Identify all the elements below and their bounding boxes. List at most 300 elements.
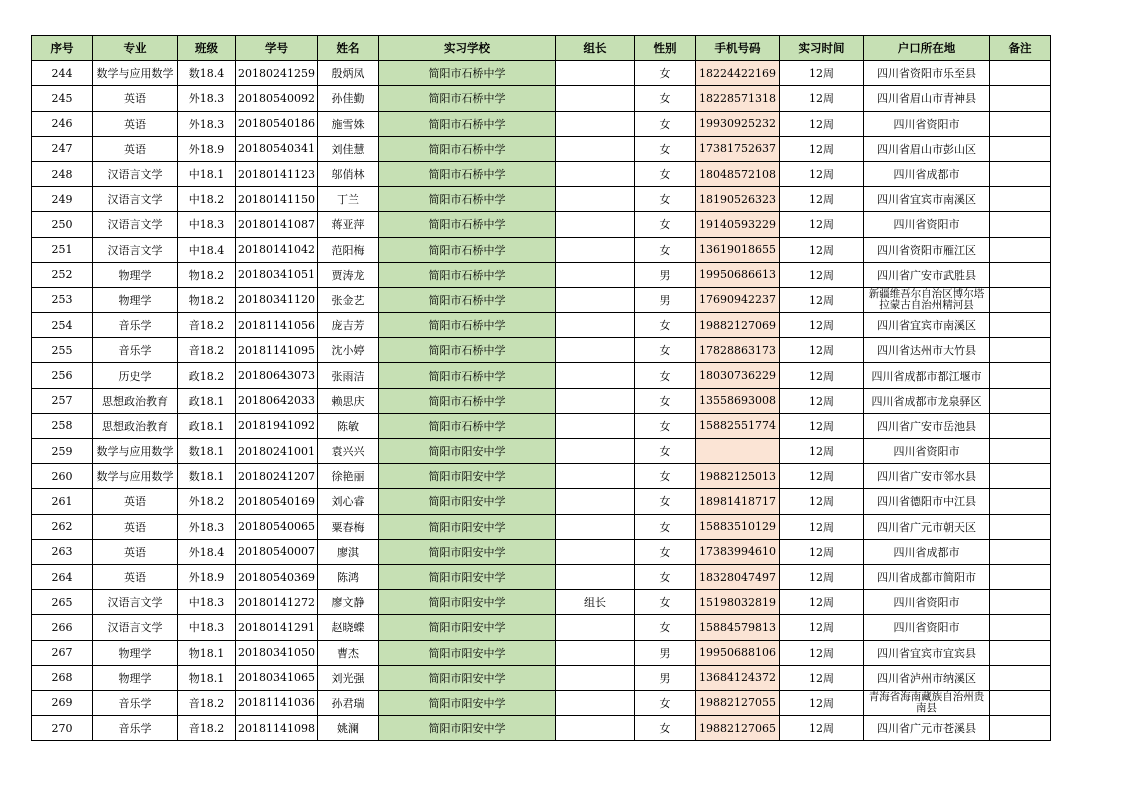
student-name-cell: 施雪姝 bbox=[317, 111, 378, 136]
duration-cell: 12周 bbox=[779, 514, 863, 539]
leader-cell bbox=[555, 489, 634, 514]
major-cell: 汉语言文学 bbox=[93, 161, 178, 186]
gender-cell: 女 bbox=[634, 338, 695, 363]
student-id-cell: 20180540169 bbox=[236, 489, 318, 514]
row-number-cell: 266 bbox=[32, 615, 93, 640]
hukou-cell: 四川省宜宾市宜宾县 bbox=[863, 640, 989, 665]
gender-cell: 男 bbox=[634, 262, 695, 287]
student-id-cell: 20180540369 bbox=[236, 564, 318, 589]
student-id-cell: 20180341065 bbox=[236, 665, 318, 690]
school-cell: 简阳市阳安中学 bbox=[378, 489, 555, 514]
column-header: 性别 bbox=[634, 36, 695, 61]
student-name-cell: 蒋亚萍 bbox=[317, 212, 378, 237]
row-number-cell: 263 bbox=[32, 539, 93, 564]
school-cell: 简阳市阳安中学 bbox=[378, 464, 555, 489]
leader-cell bbox=[555, 514, 634, 539]
class-cell: 政18.1 bbox=[178, 413, 236, 438]
column-header: 学号 bbox=[236, 36, 318, 61]
class-cell: 中18.3 bbox=[178, 615, 236, 640]
phone-cell: 18981418717 bbox=[695, 489, 779, 514]
phone-cell: 17383994610 bbox=[695, 539, 779, 564]
hukou-cell: 四川省眉山市青神县 bbox=[863, 86, 989, 111]
row-number-cell: 267 bbox=[32, 640, 93, 665]
major-cell: 英语 bbox=[93, 489, 178, 514]
row-number-cell: 257 bbox=[32, 388, 93, 413]
leader-cell bbox=[555, 539, 634, 564]
table-row bbox=[32, 161, 1051, 186]
school-cell: 简阳市石桥中学 bbox=[378, 86, 555, 111]
major-cell: 音乐学 bbox=[93, 716, 178, 741]
row-number-cell: 270 bbox=[32, 716, 93, 741]
school-cell: 简阳市石桥中学 bbox=[378, 287, 555, 312]
school-cell: 简阳市阳安中学 bbox=[378, 439, 555, 464]
table-row bbox=[32, 665, 1051, 690]
hukou-cell: 四川省资阳市 bbox=[863, 111, 989, 136]
student-name-cell: 沈小婷 bbox=[317, 338, 378, 363]
leader-cell bbox=[555, 187, 634, 212]
note-cell bbox=[989, 313, 1050, 338]
school-cell: 简阳市石桥中学 bbox=[378, 237, 555, 262]
student-name-cell: 廖文静 bbox=[317, 590, 378, 615]
table-row bbox=[32, 363, 1051, 388]
row-number-cell: 252 bbox=[32, 262, 93, 287]
leader-cell bbox=[555, 313, 634, 338]
class-cell: 中18.4 bbox=[178, 237, 236, 262]
phone-cell: 19950686613 bbox=[695, 262, 779, 287]
major-cell: 物理学 bbox=[93, 665, 178, 690]
student-id-cell: 20181141095 bbox=[236, 338, 318, 363]
gender-cell: 女 bbox=[634, 61, 695, 86]
major-cell: 历史学 bbox=[93, 363, 178, 388]
hukou-cell: 四川省广元市苍溪县 bbox=[863, 716, 989, 741]
table-row bbox=[32, 388, 1051, 413]
phone-cell: 19882127069 bbox=[695, 313, 779, 338]
student-name-cell: 孙君瑞 bbox=[317, 690, 378, 715]
phone-cell: 15198032819 bbox=[695, 590, 779, 615]
student-name-cell: 赖思庆 bbox=[317, 388, 378, 413]
note-cell bbox=[989, 413, 1050, 438]
gender-cell: 女 bbox=[634, 187, 695, 212]
major-cell: 物理学 bbox=[93, 640, 178, 665]
duration-cell: 12周 bbox=[779, 86, 863, 111]
gender-cell: 女 bbox=[634, 489, 695, 514]
student-name-cell: 邬俏林 bbox=[317, 161, 378, 186]
gender-cell: 女 bbox=[634, 716, 695, 741]
hukou-cell: 四川省资阳市雁江区 bbox=[863, 237, 989, 262]
class-cell: 政18.2 bbox=[178, 363, 236, 388]
column-header: 班级 bbox=[178, 36, 236, 61]
major-cell: 汉语言文学 bbox=[93, 590, 178, 615]
class-cell: 音18.2 bbox=[178, 313, 236, 338]
school-cell: 简阳市阳安中学 bbox=[378, 590, 555, 615]
student-name-cell: 孙佳勤 bbox=[317, 86, 378, 111]
table-row bbox=[32, 237, 1051, 262]
hukou-cell: 四川省资阳市 bbox=[863, 439, 989, 464]
major-cell: 音乐学 bbox=[93, 313, 178, 338]
duration-cell: 12周 bbox=[779, 111, 863, 136]
student-id-cell: 20180540186 bbox=[236, 111, 318, 136]
phone-cell: 17828863173 bbox=[695, 338, 779, 363]
major-cell: 英语 bbox=[93, 86, 178, 111]
leader-cell bbox=[555, 111, 634, 136]
note-cell bbox=[989, 590, 1050, 615]
student-name-cell: 陈鸿 bbox=[317, 564, 378, 589]
school-cell: 简阳市阳安中学 bbox=[378, 514, 555, 539]
table-row bbox=[32, 262, 1051, 287]
student-id-cell: 20180642033 bbox=[236, 388, 318, 413]
class-cell: 中18.1 bbox=[178, 161, 236, 186]
duration-cell: 12周 bbox=[779, 212, 863, 237]
school-cell: 简阳市石桥中学 bbox=[378, 363, 555, 388]
phone-cell: 18030736229 bbox=[695, 363, 779, 388]
major-cell: 物理学 bbox=[93, 287, 178, 312]
row-number-cell: 261 bbox=[32, 489, 93, 514]
student-name-cell: 殷炳凤 bbox=[317, 61, 378, 86]
school-cell: 简阳市阳安中学 bbox=[378, 564, 555, 589]
school-cell: 简阳市石桥中学 bbox=[378, 413, 555, 438]
row-number-cell: 245 bbox=[32, 86, 93, 111]
hukou-cell: 四川省成都市简阳市 bbox=[863, 564, 989, 589]
student-id-cell: 20181141098 bbox=[236, 716, 318, 741]
phone-cell: 18048572108 bbox=[695, 161, 779, 186]
note-cell bbox=[989, 539, 1050, 564]
duration-cell: 12周 bbox=[779, 388, 863, 413]
hukou-cell: 四川省广安市岳池县 bbox=[863, 413, 989, 438]
student-id-cell: 20180141042 bbox=[236, 237, 318, 262]
phone-cell: 19882127065 bbox=[695, 716, 779, 741]
hukou-cell: 四川省资阳市 bbox=[863, 590, 989, 615]
major-cell: 音乐学 bbox=[93, 338, 178, 363]
note-cell bbox=[989, 363, 1050, 388]
school-cell: 简阳市石桥中学 bbox=[378, 338, 555, 363]
phone-cell: 18190526323 bbox=[695, 187, 779, 212]
row-number-cell: 249 bbox=[32, 187, 93, 212]
student-id-cell: 20180540341 bbox=[236, 136, 318, 161]
duration-cell: 12周 bbox=[779, 590, 863, 615]
leader-cell bbox=[555, 212, 634, 237]
student-name-cell: 刘光强 bbox=[317, 665, 378, 690]
table-row bbox=[32, 690, 1051, 715]
student-id-cell: 20180341120 bbox=[236, 287, 318, 312]
hukou-cell: 四川省成都市 bbox=[863, 539, 989, 564]
row-number-cell: 248 bbox=[32, 161, 93, 186]
phone-cell: 13684124372 bbox=[695, 665, 779, 690]
duration-cell: 12周 bbox=[779, 363, 863, 388]
class-cell: 数18.4 bbox=[178, 61, 236, 86]
student-id-cell: 20180540065 bbox=[236, 514, 318, 539]
note-cell bbox=[989, 161, 1050, 186]
row-number-cell: 250 bbox=[32, 212, 93, 237]
major-cell: 英语 bbox=[93, 514, 178, 539]
class-cell: 物18.1 bbox=[178, 665, 236, 690]
gender-cell: 女 bbox=[634, 161, 695, 186]
student-id-cell: 20180141150 bbox=[236, 187, 318, 212]
major-cell: 音乐学 bbox=[93, 690, 178, 715]
note-cell bbox=[989, 136, 1050, 161]
school-cell: 简阳市阳安中学 bbox=[378, 539, 555, 564]
major-cell: 数学与应用数学 bbox=[93, 439, 178, 464]
class-cell: 外18.9 bbox=[178, 136, 236, 161]
row-number-cell: 244 bbox=[32, 61, 93, 86]
student-name-cell: 庞吉芳 bbox=[317, 313, 378, 338]
hukou-cell: 四川省成都市龙泉驿区 bbox=[863, 388, 989, 413]
gender-cell: 女 bbox=[634, 111, 695, 136]
duration-cell: 12周 bbox=[779, 237, 863, 262]
phone-cell: 19930925232 bbox=[695, 111, 779, 136]
student-id-cell: 20180241207 bbox=[236, 464, 318, 489]
class-cell: 外18.3 bbox=[178, 86, 236, 111]
leader-cell bbox=[555, 388, 634, 413]
hukou-cell: 四川省眉山市彭山区 bbox=[863, 136, 989, 161]
major-cell: 数学与应用数学 bbox=[93, 464, 178, 489]
gender-cell: 女 bbox=[634, 212, 695, 237]
school-cell: 简阳市石桥中学 bbox=[378, 111, 555, 136]
column-header: 手机号码 bbox=[695, 36, 779, 61]
table-row bbox=[32, 413, 1051, 438]
school-cell: 简阳市阳安中学 bbox=[378, 615, 555, 640]
hukou-cell: 四川省泸州市纳溪区 bbox=[863, 665, 989, 690]
leader-cell bbox=[555, 439, 634, 464]
hukou-cell: 四川省广安市邻水县 bbox=[863, 464, 989, 489]
student-name-cell: 曹杰 bbox=[317, 640, 378, 665]
column-header: 专业 bbox=[93, 36, 178, 61]
phone-cell: 18228571318 bbox=[695, 86, 779, 111]
table-row bbox=[32, 439, 1051, 464]
student-id-cell: 20180241259 bbox=[236, 61, 318, 86]
major-cell: 思想政治教育 bbox=[93, 413, 178, 438]
class-cell: 外18.2 bbox=[178, 489, 236, 514]
duration-cell: 12周 bbox=[779, 464, 863, 489]
class-cell: 物18.1 bbox=[178, 640, 236, 665]
student-name-cell: 刘佳慧 bbox=[317, 136, 378, 161]
gender-cell: 女 bbox=[634, 514, 695, 539]
phone-cell: 13558693008 bbox=[695, 388, 779, 413]
row-number-cell: 260 bbox=[32, 464, 93, 489]
table-row bbox=[32, 640, 1051, 665]
gender-cell: 女 bbox=[634, 413, 695, 438]
class-cell: 物18.2 bbox=[178, 262, 236, 287]
table-row bbox=[32, 590, 1051, 615]
phone-cell: 19882125013 bbox=[695, 464, 779, 489]
note-cell bbox=[989, 237, 1050, 262]
leader-cell bbox=[555, 161, 634, 186]
school-cell: 简阳市石桥中学 bbox=[378, 388, 555, 413]
table-row bbox=[32, 287, 1051, 312]
major-cell: 英语 bbox=[93, 564, 178, 589]
table-row bbox=[32, 539, 1051, 564]
note-cell bbox=[989, 489, 1050, 514]
gender-cell: 女 bbox=[634, 464, 695, 489]
school-cell: 简阳市石桥中学 bbox=[378, 313, 555, 338]
leader-cell bbox=[555, 564, 634, 589]
school-cell: 简阳市石桥中学 bbox=[378, 161, 555, 186]
class-cell: 数18.1 bbox=[178, 439, 236, 464]
hukou-cell: 四川省资阳市 bbox=[863, 212, 989, 237]
note-cell bbox=[989, 187, 1050, 212]
student-id-cell: 20180141123 bbox=[236, 161, 318, 186]
row-number-cell: 264 bbox=[32, 564, 93, 589]
row-number-cell: 265 bbox=[32, 590, 93, 615]
class-cell: 外18.4 bbox=[178, 539, 236, 564]
class-cell: 政18.1 bbox=[178, 388, 236, 413]
major-cell: 物理学 bbox=[93, 262, 178, 287]
gender-cell: 男 bbox=[634, 287, 695, 312]
duration-cell: 12周 bbox=[779, 413, 863, 438]
note-cell bbox=[989, 615, 1050, 640]
student-id-cell: 20180341050 bbox=[236, 640, 318, 665]
gender-cell: 女 bbox=[634, 237, 695, 262]
leader-cell bbox=[555, 615, 634, 640]
duration-cell: 12周 bbox=[779, 136, 863, 161]
gender-cell: 女 bbox=[634, 564, 695, 589]
column-header: 实习时间 bbox=[779, 36, 863, 61]
class-cell: 物18.2 bbox=[178, 287, 236, 312]
student-name-cell: 粟春梅 bbox=[317, 514, 378, 539]
note-cell bbox=[989, 564, 1050, 589]
student-name-cell: 张金艺 bbox=[317, 287, 378, 312]
class-cell: 中18.3 bbox=[178, 212, 236, 237]
phone-cell: 18328047497 bbox=[695, 564, 779, 589]
student-id-cell: 20181141056 bbox=[236, 313, 318, 338]
row-number-cell: 262 bbox=[32, 514, 93, 539]
internship-table bbox=[31, 35, 1051, 741]
gender-cell: 女 bbox=[634, 86, 695, 111]
student-name-cell: 袁兴兴 bbox=[317, 439, 378, 464]
duration-cell: 12周 bbox=[779, 187, 863, 212]
leader-cell bbox=[555, 287, 634, 312]
table-row bbox=[32, 61, 1051, 86]
note-cell bbox=[989, 640, 1050, 665]
phone-cell: 17690942237 bbox=[695, 287, 779, 312]
leader-cell: 组长 bbox=[555, 590, 634, 615]
phone-cell: 19140593229 bbox=[695, 212, 779, 237]
major-cell: 英语 bbox=[93, 111, 178, 136]
leader-cell bbox=[555, 86, 634, 111]
school-cell: 简阳市石桥中学 bbox=[378, 262, 555, 287]
note-cell bbox=[989, 439, 1050, 464]
table-row bbox=[32, 212, 1051, 237]
phone-cell: 19950688106 bbox=[695, 640, 779, 665]
table-row bbox=[32, 464, 1051, 489]
phone-cell: 17381752637 bbox=[695, 136, 779, 161]
duration-cell: 12周 bbox=[779, 489, 863, 514]
duration-cell: 12周 bbox=[779, 564, 863, 589]
class-cell: 外18.3 bbox=[178, 111, 236, 136]
class-cell: 中18.3 bbox=[178, 590, 236, 615]
leader-cell bbox=[555, 464, 634, 489]
note-cell bbox=[989, 61, 1050, 86]
class-cell: 音18.2 bbox=[178, 716, 236, 741]
row-number-cell: 246 bbox=[32, 111, 93, 136]
major-cell: 汉语言文学 bbox=[93, 237, 178, 262]
duration-cell: 12周 bbox=[779, 287, 863, 312]
hukou-cell: 青海省海南藏族自治州贵南县 bbox=[863, 690, 989, 715]
column-header: 姓名 bbox=[317, 36, 378, 61]
note-cell bbox=[989, 388, 1050, 413]
leader-cell bbox=[555, 262, 634, 287]
hukou-cell: 四川省成都市都江堰市 bbox=[863, 363, 989, 388]
hukou-cell: 四川省资阳市乐至县 bbox=[863, 61, 989, 86]
major-cell: 汉语言文学 bbox=[93, 615, 178, 640]
leader-cell bbox=[555, 136, 634, 161]
hukou-cell: 四川省宜宾市南溪区 bbox=[863, 313, 989, 338]
leader-cell bbox=[555, 716, 634, 741]
student-id-cell: 20180341051 bbox=[236, 262, 318, 287]
class-cell: 外18.3 bbox=[178, 514, 236, 539]
leader-cell bbox=[555, 690, 634, 715]
leader-cell bbox=[555, 363, 634, 388]
leader-cell bbox=[555, 665, 634, 690]
column-header: 组长 bbox=[555, 36, 634, 61]
note-cell bbox=[989, 262, 1050, 287]
table-row bbox=[32, 338, 1051, 363]
note-cell bbox=[989, 338, 1050, 363]
student-name-cell: 贾涛龙 bbox=[317, 262, 378, 287]
hukou-cell: 四川省德阳市中江县 bbox=[863, 489, 989, 514]
major-cell: 汉语言文学 bbox=[93, 212, 178, 237]
table-row bbox=[32, 489, 1051, 514]
phone-cell: 15884579813 bbox=[695, 615, 779, 640]
gender-cell: 女 bbox=[634, 388, 695, 413]
class-cell: 音18.2 bbox=[178, 338, 236, 363]
phone-cell: 13619018655 bbox=[695, 237, 779, 262]
gender-cell: 男 bbox=[634, 640, 695, 665]
student-name-cell: 廖淇 bbox=[317, 539, 378, 564]
duration-cell: 12周 bbox=[779, 262, 863, 287]
school-cell: 简阳市石桥中学 bbox=[378, 212, 555, 237]
table-row bbox=[32, 187, 1051, 212]
major-cell: 思想政治教育 bbox=[93, 388, 178, 413]
phone-cell: 18224422169 bbox=[695, 61, 779, 86]
student-id-cell: 20180141087 bbox=[236, 212, 318, 237]
hukou-cell: 四川省广安市武胜县 bbox=[863, 262, 989, 287]
table-body bbox=[32, 61, 1051, 741]
table-row bbox=[32, 313, 1051, 338]
school-cell: 简阳市石桥中学 bbox=[378, 61, 555, 86]
hukou-cell: 新疆维吾尔自治区博尔塔拉蒙古自治州精河县 bbox=[863, 287, 989, 312]
duration-cell: 12周 bbox=[779, 690, 863, 715]
student-id-cell: 20180643073 bbox=[236, 363, 318, 388]
class-cell: 数18.1 bbox=[178, 464, 236, 489]
table-row bbox=[32, 111, 1051, 136]
student-name-cell: 徐艳丽 bbox=[317, 464, 378, 489]
duration-cell: 12周 bbox=[779, 665, 863, 690]
major-cell: 英语 bbox=[93, 539, 178, 564]
note-cell bbox=[989, 86, 1050, 111]
school-cell: 简阳市阳安中学 bbox=[378, 640, 555, 665]
duration-cell: 12周 bbox=[779, 640, 863, 665]
school-cell: 简阳市阳安中学 bbox=[378, 690, 555, 715]
hukou-cell: 四川省达州市大竹县 bbox=[863, 338, 989, 363]
gender-cell: 男 bbox=[634, 665, 695, 690]
column-header: 实习学校 bbox=[378, 36, 555, 61]
phone-cell bbox=[695, 439, 779, 464]
row-number-cell: 253 bbox=[32, 287, 93, 312]
duration-cell: 12周 bbox=[779, 615, 863, 640]
student-id-cell: 20181141036 bbox=[236, 690, 318, 715]
note-cell bbox=[989, 287, 1050, 312]
leader-cell bbox=[555, 413, 634, 438]
duration-cell: 12周 bbox=[779, 338, 863, 363]
note-cell bbox=[989, 111, 1050, 136]
note-cell bbox=[989, 212, 1050, 237]
major-cell: 汉语言文学 bbox=[93, 187, 178, 212]
gender-cell: 女 bbox=[634, 615, 695, 640]
student-name-cell: 陈敏 bbox=[317, 413, 378, 438]
student-id-cell: 20180540092 bbox=[236, 86, 318, 111]
school-cell: 简阳市石桥中学 bbox=[378, 187, 555, 212]
leader-cell bbox=[555, 640, 634, 665]
